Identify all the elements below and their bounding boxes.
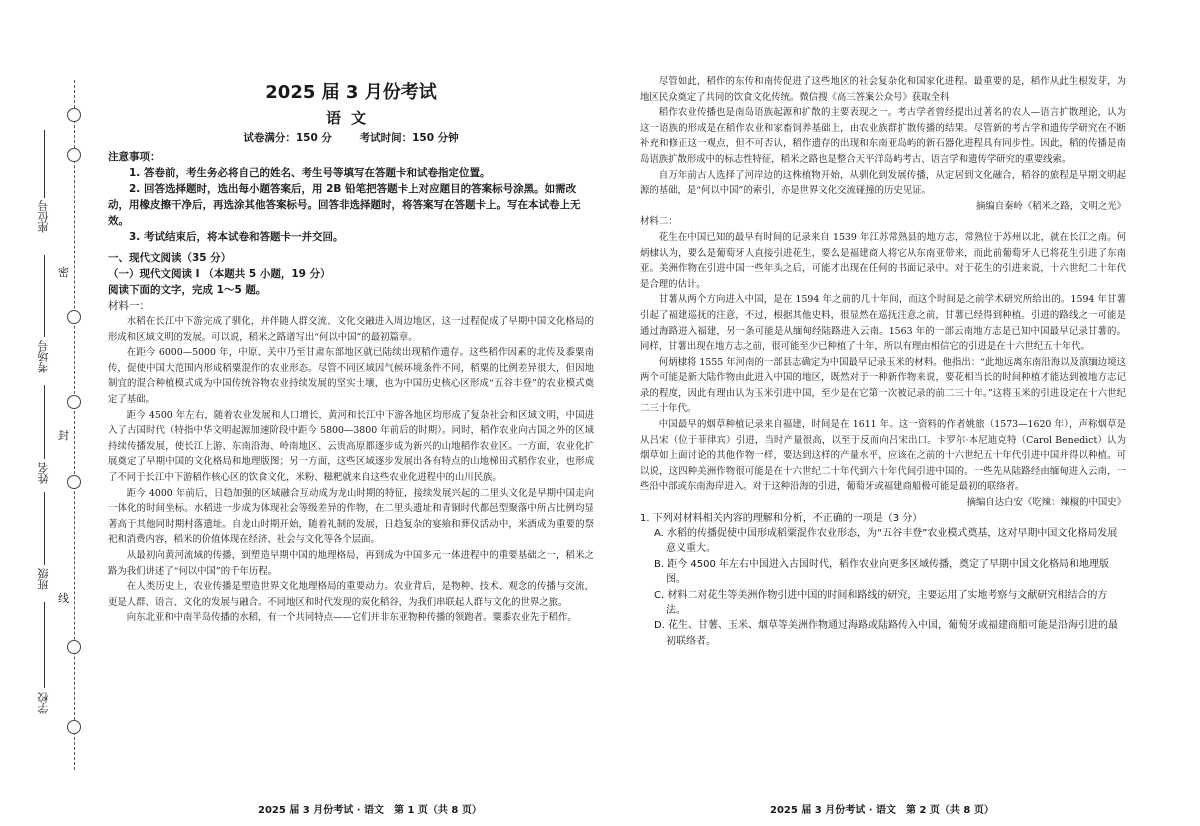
class-fill-line: [44, 492, 45, 565]
binding-margin: [0, 0, 100, 826]
binding-hole: [67, 310, 81, 324]
page-2-footer: 2025 届 3 月份考试 · 语文 第 2 页（共 8 页）: [770, 805, 994, 816]
question-1-stem: 1. 下列对材料相关内容的理解和分析，不正确的一项是（3 分）: [640, 512, 923, 524]
paragraph: 距今 4000 年前后，日趋加强的区域融合互动成为龙山时期的特征，接续发展兴起的二里头文化是早期中国走向一体化的时间坐标。水稻进一步成为体现社会等级差异的作物，在二里头遗址和青铜时代都邑型聚落中所占比例均显著高于其他同时期村落遗址。自龙山时期开始，随着礼制的发展，日趋复杂的宴飨和葬仪活动中，米酒成为重要的祭祀和消费内容，稻米的价值体现在经济、社会与文化等各个层面。: [108, 487, 594, 546]
paragraph: 向东北亚和中南半岛传播的水稻，有一个共同特点——它们并非东亚物种传播的领跑者。粟黍农业先于稻作。: [126, 612, 577, 624]
exam-no-fill-line: [44, 255, 45, 337]
binding-hole: [67, 720, 81, 734]
name-label: 姓名: [37, 462, 50, 484]
exam-meta: [108, 130, 594, 145]
material-2-source: 摘编自达白安《吃辣：辣椒的中国史》: [966, 497, 1126, 509]
paragraph: 尽管如此，稻作的东传和南传促进了这些地区的社会复杂化和国家化进程。最重要的是，稻作从此生根发芽，为地区民众奠定了共同的饮食文化传统。微信搜《高三答案公众号》获取全科: [640, 76, 1126, 103]
class-label: 班级: [37, 568, 50, 590]
full-score: 试卷满分：150 分: [243, 132, 332, 144]
paragraph: 何炳棣将 1555 年河南的一部县志确定为中国最早记录玉米的材料。他指出：“此地远离东南沿海以及滇缅边境这两个可能是新大陆作物由此进入中国的地区，既然对于一种新作物来说，要花相当长的时间种植才能达到被地方志记录的程度，因此有理由认为玉米引进中国，至少是在它第一次被记录的前二三十年。”这将玉米的引进设定在十六世纪二三十年代。: [640, 356, 1126, 415]
binding-hole: [67, 395, 81, 409]
exam-no-label: 考场号: [37, 340, 50, 373]
question-1-option-d: D. 花生、甘薯、玉米、烟草等美洲作物通过海路或陆路传入中国，葡萄牙或福建商船可能是沿海引进的最初联络者。: [654, 620, 1119, 647]
name-fill-line: [44, 385, 45, 459]
school-label: 学校: [37, 692, 50, 714]
question-1-option-b: B. 距今 4500 年左右中国进入古国时代，稻作农业向更多区域传播，奠定了早期中国文化格局和地理版图。: [654, 558, 1110, 586]
notice-heading: 注意事项：: [108, 151, 161, 163]
seat-fill-line: [44, 130, 45, 198]
paragraph: 花生在中国已知的最早有时间的记录来自 1539 年江苏常熟县的地方志，常熟位于苏州以北，就在长江之南。何炳棣认为，要么是葡萄牙人直接引进花生，要么是福建商人将它从东南亚带来，而此前葡萄牙人已将花生引进了东南亚。美洲作物在引进中国一些年头之后，可能才出现在任何的书面记录中。对于花生的引进来说，十六世纪二十年代是合理的估计。: [640, 231, 1126, 290]
seat-label: 座位号: [37, 200, 50, 233]
page-1: [108, 78, 594, 626]
paragraph: 稻作农业传播也是南岛语族起源和扩散的主要表现之一。考古学者曾经提出过著名的农人—语言扩散理论，认为这一语族的形成是在稻作农业和家畜饲养基础上，由农业族群扩散传播的结果。尽管新的考古学和遗传学研究在不断补充和修正这一观点，但不可否认，稻作遗存的出现和东南亚岛屿的新石器化进程具有同步性。因此，稻的传播是南岛语族扩散形成中的标志性特征，稻米之路也是整合天平洋岛屿考古、语言学和遗传学研究的重要线索。: [640, 107, 1126, 165]
exam-time: 考试时间：150 分钟: [359, 132, 459, 144]
exam-subject: 语文: [325, 109, 376, 127]
seal-char: 封: [58, 425, 69, 445]
binding-hole: [67, 148, 81, 162]
binding-hole: [67, 475, 81, 489]
paragraph: 水稻在长江中下游完成了驯化，并伴随人群交流、文化交融进入周边地区，这一过程促成了早期中国文化格局的形成和区域文明的发展。可以说，稻米之路谱写出“何以中国”的最初篇章。: [108, 316, 594, 343]
reading-instruction: 阅读下面的文字，完成 1～5 题。: [108, 284, 267, 296]
paragraph: 自万年前古人选择了河岸边的这株植物开始，从驯化到发展传播，从定居到文化融合，稻谷的旅程是早期文明起源的基础，是“何以中国”的索引，亦是世界文化交流碰撞的历史见证。: [640, 169, 1126, 197]
paragraph: 从最初向黄河流域的传播，到塑造早期中国的地理格局，再到成为中国多元一体进程中的重要基础之一，稻米之路为我们讲述了“何以中国”的千年历程。: [108, 549, 594, 577]
school-fill-line: [44, 602, 45, 688]
material-1-label: 材料一：: [108, 300, 150, 312]
notice-item: 1. 答卷前，考生务必将自己的姓名、考生号等填写在答题卡和试卷指定位置。: [129, 167, 491, 179]
cut-line: [74, 80, 75, 770]
seal-char: 密: [58, 262, 69, 282]
notice-item: 2. 回答选择题时，选出每小题答案后，用 2B 铅笔把答题卡上对应题目的答案标号涂黑。如需改动，用橡皮擦干净后，再选涂其他答案标号。回答非选择题时，将答案写在答题卡上。写在本试卷上无效。: [108, 183, 581, 227]
page-2: [640, 74, 1126, 649]
paragraph: 甘薯从两个方向进入中国，是在 1594 年之前的几十年间，而这个时间是之前学术研究所给出的。1594 年甘薯引起了福建巡抚的注意，不过，根据其他史料，很显然在巡抚注意之前，甘薯已经得到种植。引进的路线之一可能是通过海路进入福建，另一条可能是从缅甸经陆路进入云南。1563 年的一部云南地方志是已知中国最早记录甘薯的。同样，甘薯出现在地方志之前，很可能至少已种植了十年，所以有理由相信它的引进是在十六世纪五十年代。: [640, 294, 1126, 353]
paragraph: 距今 4500 年左右，随着农业发展和人口增长，黄河和长江中下游各地区均形成了复杂社会和区域文明，中国进入了古国时代（特指中华文明起源加速阶段中距今 5800—3800 年前后的时期）。同时，稻作农业向古国之外的区域持续传播发展，使长江上游、东南沿海、岭南地区、云贵高原都逐步成为新兴的山地稻作农业区。一方面，农业化扩展奠定了早期中国的文化格局和地理版图；另一方面，这些区域逐步发展出各有特点的山地梯田式稻作农业，也形成了不同于长江中下游稻作核心区的饮食文化，米粉、糍粑就来自这些农业化进程中的山川民族。: [108, 409, 594, 483]
binding-hole: [67, 108, 81, 122]
material-1-source: 摘编自秦岭《稻米之路，文明之光》: [975, 200, 1126, 212]
seal-char: 线: [58, 588, 69, 608]
paragraph: 在人类历史上，农业传播是塑造世界文化地理格局的重要动力。农业背后，是物种、技术、观念的传播与交流，更是人群、语言、文化的发展与融合。不同地区和时代发现的炭化稻谷，为我们串联起人群与文化的世界之旅。: [108, 581, 594, 608]
binding-hole: [67, 640, 81, 654]
paragraph: 中国最早的烟草种植记录来自福建，时间是在 1611 年。这一资料的作者姚旅（1573—1620 年），声称烟草是从吕宋（位于菲律宾）引进，当时产量很高，以至于反而向吕宋出口。卡罗尔·本尼迪克特（Carol Benedict）认为烟草如上面讨论的其他作物一样，要达到这样的产量水平，应该在之前的十六世纪五十年代引进中国并得以种植。可以说，这四种美洲作物很可能是在十六世纪二十年代到六十年代间引进中国的。一些先从陆路经由缅甸进入云南，一些沿中部或东南海岸进入。对于这种沿海的引进，葡萄牙或福建商船极可能是最初的联络者。: [640, 419, 1126, 493]
exam-title: 2025 届 3 月份考试: [265, 82, 437, 103]
notice-item: 3. 考试结束后，将本试卷和答题卡一并交回。: [129, 231, 344, 243]
material-2-label: 材料二：: [640, 216, 678, 228]
question-1-option-a: A. 水稻的传播促使中国形成稻粟混作农业形态，为“五谷丰登”农业模式奠基，这对早期中国文化格局发展意义重大。: [654, 528, 1118, 555]
paragraph: 在距今 6000—5000 年，中原、关中乃至甘肃东部地区就已陆续出现稻作遗存。这些稻作因素的北传及黍粟南传，促使中国大范围内形成稻粟混作的农业形态。尽管不同区域因气候环境条件不同，稻粟的比例差异很大，但因地制宜的混合种植模式成为中国传统谷物农业持续发展的坚实土壤，也为中国历史核心区形成“五谷丰登”的农业模式奠定了基础。: [108, 347, 594, 405]
sub-section-heading: （一）现代文阅读 Ⅰ （本题共 5 小题，19 分）: [108, 268, 331, 280]
question-1-option-c: C. 材料二对花生等美洲作物引进中国的时间和路线的研究，主要运用了实地考察与文献研究相结合的方法。: [654, 589, 1108, 617]
section-heading: 一、现代文阅读（35 分）: [108, 252, 232, 264]
page-1-footer: 2025 届 3 月份考试 · 语文 第 1 页（共 8 页）: [258, 805, 482, 816]
